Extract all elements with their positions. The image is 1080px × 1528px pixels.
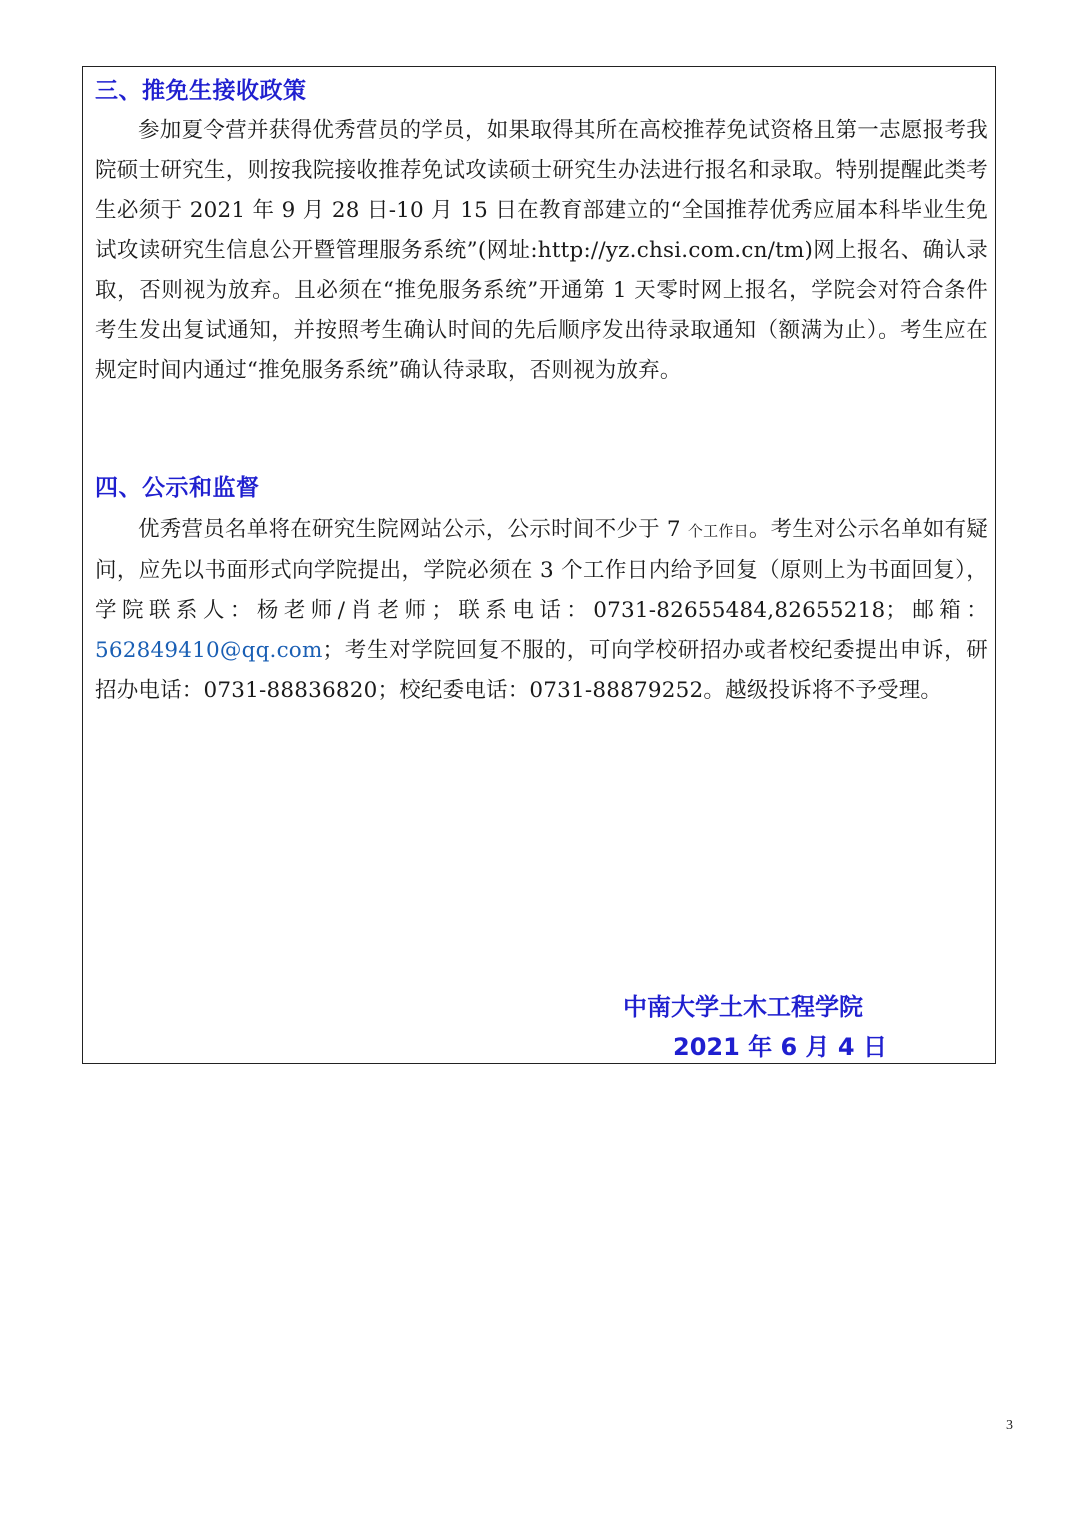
- section-4-heading: 四、公示和监督: [95, 475, 260, 501]
- contact-email-link[interactable]: 562849410@qq.com: [95, 638, 323, 663]
- section-4-text-a: 优秀营员名单将在研究生院网站公示，公示时间不少于 7: [138, 517, 688, 542]
- page-number: 3: [1006, 1418, 1013, 1433]
- section-4-text-small: 个工作日: [687, 522, 749, 540]
- section-3-heading: 三、推免生接收政策: [95, 78, 307, 104]
- signature-org: 中南大学土木工程学院: [623, 993, 863, 1021]
- section-3-paragraph: 参加夏令营并获得优秀营员的学员，如果取得其所在高校推荐免试资格且第一志愿报考我院硕士研究生，则按我院接收推荐免试攻读硕士研究生办法进行报名和录取。特别提醒此类考生必须于 2021 年 9 月 28 日-10 月 15 日在教育部建立的“全国推荐优秀应届本科毕业生免试攻读研究生信息公开暨管理服务系统”(网址:http://yz.chsi.com.cn/tm)网上报名、确认录取，否则视为放弃。且必须在“推免服务系统”开通第 1 天零时网上报名，学院会对符合条件考生发出复试通知，并按照考生确认时间的先后顺序发出待录取通知（额满为止）。考生应在规定时间内通过“推免服务系统”确认待录取，否则视为放弃。: [95, 118, 988, 383]
- section-4-text-b: 。考生对公示名单如有疑问，应先以书面形式向学院提出，学院必须在 3 个工作日内给予回复（原则上为书面回复），学院联系人：杨老师/肖老师；联系电话：0731-82655484,82655218；邮箱：: [95, 517, 989, 623]
- section-4-text-c: ；考生对学院回复不服的，可向学校研招办或者校纪委提出申诉，研招办电话：0731-88836820；校纪委电话：0731-88879252。越级投诉将不予受理。: [95, 638, 988, 703]
- content-box: [82, 66, 996, 1064]
- signature-date: 2021 年 6 月 4 日: [673, 1033, 887, 1061]
- section-4-paragraph: [95, 510, 988, 711]
